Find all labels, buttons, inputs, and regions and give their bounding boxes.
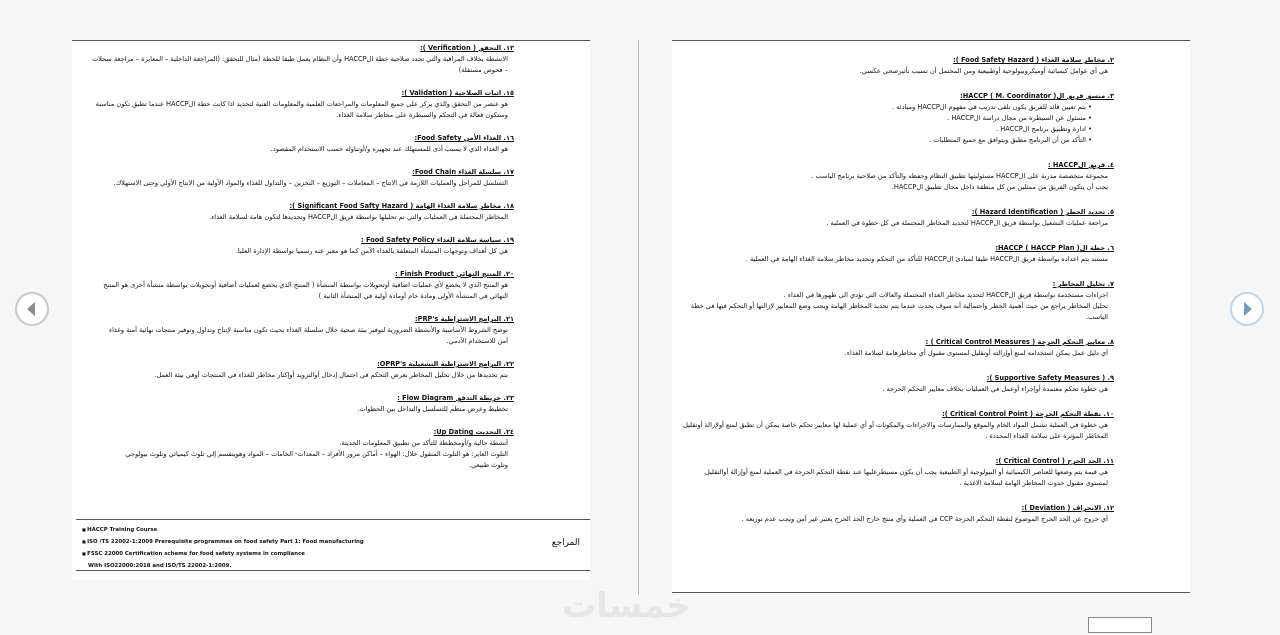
definition-heading: ٩. ( Supportive Safety Measures ): bbox=[986, 374, 1114, 382]
definition-section bbox=[74, 88, 514, 121]
definition-text: هي كل أهداف وتوجهات المنشأة المتعلقة بالغذاء الآمن كما هو معبر عنه رسميا بواسطة الإدارة العليا. bbox=[235, 247, 508, 255]
definition-text: أنشطة حالية و/أومخططة للتأكد من تطبيق المعلومات الحديثة. bbox=[339, 439, 508, 447]
definition-section bbox=[74, 393, 514, 415]
references-list bbox=[82, 524, 364, 572]
definition-text: يتم تحديدها من خلال تحليل المخاطر بغرض التحكم في احتمال إدخال أوالتزويد أوإكثار مخاطر للغذاء في المنتجات أوفي بيئة العمل. bbox=[154, 371, 508, 379]
right-page bbox=[672, 40, 1190, 592]
definition-heading: ٦. خطة الHACCP ( HACCP Plan ): bbox=[995, 244, 1114, 252]
page-number-input[interactable] bbox=[1088, 617, 1152, 633]
definition-heading: ١٩. سياسة سلامة الغذاء Food Safety Policy : bbox=[361, 236, 514, 244]
page-bottom-rule bbox=[672, 592, 1190, 593]
definition-text: الياسب. bbox=[1086, 313, 1108, 321]
definition-section bbox=[674, 373, 1114, 395]
definition-heading: ٧. تحليل المخاطر : bbox=[1052, 280, 1114, 288]
right-page-content bbox=[674, 55, 1114, 539]
definition-heading: ٥. تحديد الخطر ( Hazard Identification ): bbox=[971, 208, 1114, 216]
definition-text: هي خطوة في العملية تشمل المواد الخام والموقع والممارسات والاجراءات والمكونات أو أي عملية لها معايير تحكم خاصة يمكن أن تطبق لمنع أولإزالة أوتقليل bbox=[683, 421, 1108, 429]
definition-section bbox=[674, 91, 1114, 146]
definition-heading: ٢٠. المنتج النهائي Finish Product : bbox=[395, 270, 514, 278]
definition-heading: ٢٤. التحديث Up Dating: bbox=[433, 428, 514, 436]
definition-text: توضح الشروط الأساسية والأنشطة الضرورية لتوفير بيئة صحية خلال سلسلة الغذاء بحيث تكون مناسبة لإنتاج وتداول وتوفير منتجات نهائية آمنة وغذاء bbox=[109, 326, 508, 334]
definition-text: هو المنتج الذي لا يخضع لأي عمليات اضافية أوتحويلات بواسطة المنشأة ( المنتج الذي يخضع لعمليات أضافية أوتحويلات بواسطة منشأة أخرى هو المنتج bbox=[103, 281, 508, 289]
definition-heading: ٨. معايير التحكم الحرجة ( Critical Control Measures ) : bbox=[925, 338, 1114, 346]
chevron-right-icon bbox=[1237, 299, 1257, 319]
definition-text: مراجعة عمليات التشغيل بواسطة فريق الHACCP لتحديد المخاطر المحتملة في كل خطوة في العملية . bbox=[826, 219, 1108, 227]
definition-text: المخاطر المحتملة في العمليات والتي تم تحليلها بواسطة فريق الHACCP وتحديدها لتكون هامة لسلامة الغذاء. bbox=[209, 213, 508, 221]
definition-section bbox=[74, 43, 514, 76]
definition-heading: ٢٢. البرامج الاشتراطية التشغيلية OPRP's: bbox=[377, 360, 514, 368]
definition-text: أي خروج عن الحد الحرج الموضوع لنقطة التحكم الحرجة CCP في العملية وأي منتج خارج الحد الحرج يعتبر غير آمن ويجب عدم توزيعه . bbox=[741, 515, 1108, 523]
left-page bbox=[72, 40, 590, 580]
definition-heading: ١٠. نقطة التحكم الحرجة ( Critical Control Point ): bbox=[942, 410, 1114, 418]
reference-item: ■ ISO /TS 22002-1:2009 Prerequisite programmes on food safety Part 1: Food manufacturing bbox=[82, 536, 364, 548]
definition-heading: ١٨. مخاطر سلامة الغذاء الهامة ( Significant Food Safty Hazard ): bbox=[289, 202, 514, 210]
references-box bbox=[76, 519, 590, 571]
definition-text: التلوث العابر: هو التلوث المنقول خلال: الهواء – أماكن مرور الأفراد – المعدات- الخامات – المواد وهوينقسم إلي تلوث كيميائي وتلوث بيولوجي bbox=[125, 450, 508, 458]
definition-text: المخاطر المؤثرة على سلامة الغذاء المحددة . bbox=[985, 432, 1108, 440]
definition-text: أي دليل عمل يمكن استخدامه لمنع أوإزالته أوتقليل لمستوى مقبول أي مخاطرهامة لسلامة الغذاء. bbox=[844, 349, 1108, 357]
definition-text: لمستوى مقبول حدوث المخاطر الهامة لسلامة الاغذية . bbox=[959, 479, 1108, 487]
prev-page-button[interactable] bbox=[15, 292, 49, 326]
reference-item: ■ FSSC 22000 Certification scheme for food safety systems in compliance bbox=[82, 548, 364, 560]
definition-text: هي أي عوامل كيميائية أوميكروبيولوجية أوطبيعية ومن المحتمل أن تسبب تأثيرصحي عكسي. bbox=[859, 67, 1108, 75]
definition-section bbox=[74, 269, 514, 302]
definition-section bbox=[674, 207, 1114, 229]
definition-section bbox=[674, 160, 1114, 193]
definition-section bbox=[674, 279, 1114, 323]
next-page-button[interactable] bbox=[1230, 292, 1264, 326]
definition-text: وستكون فعالة في التحكم والسيطرة على مخاطر سلامة الغذاء. bbox=[336, 111, 508, 119]
definition-section bbox=[74, 167, 514, 189]
definition-text: – فحوص مستقلة) bbox=[458, 66, 508, 74]
watermark-logo: خمسات bbox=[562, 586, 691, 626]
definition-text: النهائي في المنشأة الأولى ومادة خام أومادة أولية في المنشأة الثانية ) bbox=[318, 292, 508, 300]
reference-item: ■ HACCP Training Course bbox=[82, 524, 364, 536]
chevron-left-icon bbox=[22, 299, 42, 319]
definition-heading: ١٣. التحقق ( Verification ): bbox=[420, 44, 514, 52]
definition-heading: ٢. مخاطر سلامة الغذاء ( Food Safety Hazard ): bbox=[953, 56, 1114, 64]
definition-section bbox=[74, 359, 514, 381]
definition-heading: ٤. فريق الHACCP : bbox=[1047, 161, 1114, 169]
definition-section bbox=[674, 243, 1114, 265]
definition-section bbox=[74, 201, 514, 223]
definition-section bbox=[74, 427, 514, 471]
definition-section bbox=[74, 314, 514, 347]
definition-text: هو الغذاء الذي لا يسبب أذى للمستهلك عند تجهيزه و/أوتناوله حسب الاستخدام المقصود. bbox=[270, 145, 508, 153]
definition-text: آمن للاستخدام الآدمي. bbox=[446, 337, 508, 345]
definition-section bbox=[674, 337, 1114, 359]
bullet-item: • يتم تعيين قائد للفريق يكون تلقى تدريب في مفهوم الHACCP ومبادئه . bbox=[674, 102, 1092, 113]
definition-heading: ١١. الحد الحرج ( Critical Control ): bbox=[995, 457, 1114, 465]
bullet-item: • التأكد من أن البرنامج مطبق ويتوافق مع جميع المتطلبات . bbox=[674, 135, 1092, 146]
definition-heading: ١٥. اثبات الصلاحية ( Validation ): bbox=[401, 89, 514, 97]
definition-section bbox=[74, 235, 514, 257]
definition-text: تخطيط وعرض منظم للتسلسل والتداخل بين الخطوات. bbox=[357, 405, 508, 413]
definition-text: هي خطوة تحكم معتمدة أوإجراء أوعمل في العمليات بخلاف معايير التحكم الحرجة . bbox=[882, 385, 1108, 393]
bullet-item: • مسئول عن السيطرة من مجال دراسة الHACCP . bbox=[674, 113, 1092, 124]
bullet-item: • ادارة وتطبيق برنامج الHACCP . bbox=[674, 124, 1092, 135]
left-page-content bbox=[74, 43, 514, 483]
definition-text: مستند يتم اعداده بواسطة فريق الHACCP طبقا لمبادئ الHACCP للتأكد من التحكم وتحديد مخاطر سلامة الغذاء الهامة في العملية . bbox=[745, 255, 1108, 263]
definition-text: تحليل المخاطر يراجع من حيث أهمية الخطر واحتمالية أنه سوف يحدث عندما يتم تحديد المخاطر الهامة ويجب وضع المعايير لإزالتها أو التحكم فيها في خطة bbox=[690, 302, 1108, 310]
page-divider bbox=[638, 40, 639, 595]
references-title: المراجع bbox=[551, 538, 580, 548]
reference-item: With ISO22000:2018 and ISO/TS 22002-1:2009. bbox=[88, 563, 232, 569]
definition-text: يجب أن يتكون الفريق من ممثلين من كل منطقة داخل مجال تطبيق الHACCP. bbox=[891, 183, 1108, 191]
definition-text: اجراءات مستخدمة بواسطة فريق الHACCP لتحديد مخاطر الغذاء المحتملة والعالات التي تؤدي الى ظهورها في الغذاء . bbox=[783, 291, 1108, 299]
definition-heading: ١٦. الغذاء الأمن Food Safety: bbox=[414, 134, 514, 142]
definition-text: وتلوث طبيعي. bbox=[469, 461, 508, 469]
definition-section bbox=[674, 409, 1114, 442]
definition-section bbox=[674, 456, 1114, 489]
definition-bullets bbox=[674, 102, 1114, 146]
definition-text: هي قيمة يتم وضعها للعناصر الكيميائية أو البيولوجية أو الطبيعية يجب أن يكون مسيطرعليها عند نقطة التحكم الحرجة في العملية لمنع أوإزالة أوالتقليل bbox=[704, 468, 1108, 476]
definition-text: الانشطة بخلاف المراقبة والتي تحدد صلاحية خطة الHACCP وأن النظام يعمل طبقا للخطة (مثال للتحقق: (المراجعة الداخلية – المعايرة – مراجعة سجلات bbox=[91, 55, 508, 63]
definition-text: مجموعة متخصصة مدربة على الHACCP مسئوليتها تطبيق النظام وحفظه والتأكد من صلاحية برنامج الياسب . bbox=[811, 172, 1108, 180]
definition-section bbox=[674, 503, 1114, 525]
definition-section bbox=[74, 133, 514, 155]
definition-heading: ٢٣. خريطة التدفق Flow Diagram : bbox=[397, 394, 514, 402]
definition-text: التسلسل للمراحل والعمليات اللازمة في الانتاج – المعاملات – التوزيع – التخزين – والتداول للغذاء والمواد الأولية من الانتاج الأولي وحتى الاستهلاك. bbox=[113, 179, 508, 187]
definition-heading: ٢١. البرامج الاشتراطية PRP's: bbox=[414, 315, 514, 323]
definition-text: هو عنصر من التحقق والذي يركز على جميع المعلومات والمراجعات العلمية والمعلومات الفنية لتحديد اذا كانت خطة الHACCP عندما تطبق تكون مناسبة bbox=[95, 100, 508, 108]
definition-heading: ١٢. الانحراف ( Deviation ): bbox=[1021, 504, 1114, 512]
definition-section bbox=[674, 55, 1114, 77]
definition-heading: ١٧. سلسلة الغذاء Food Chain: bbox=[412, 168, 514, 176]
definition-heading: ٣. منسق فريق الHACCP ( M. Coordinator ): bbox=[960, 92, 1114, 100]
